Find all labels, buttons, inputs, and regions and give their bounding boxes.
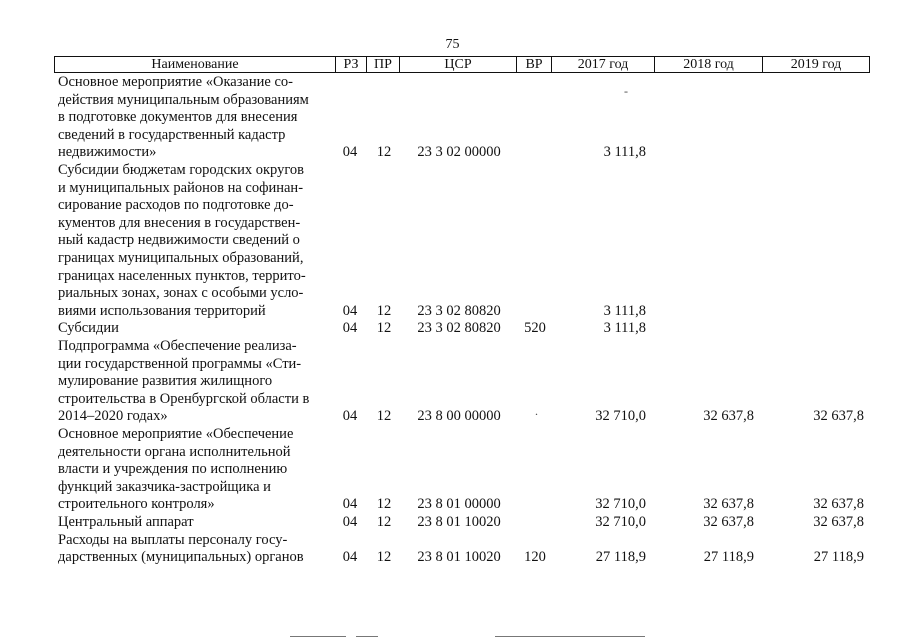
row-name: [58, 426, 330, 514]
table-row: [0, 426, 905, 514]
row-name-line: сирование расходов по подготовке до-: [58, 197, 294, 214]
header-2018: 2018 год: [654, 57, 762, 72]
row-name-line: Расходы на выплаты персоналу госу-: [58, 531, 288, 548]
table-row: [0, 338, 905, 426]
row-pr: 12: [376, 144, 392, 161]
header-2019: 2019 год: [762, 57, 869, 72]
row-2019: 27 118,9: [813, 549, 864, 566]
row-rz: 04: [342, 496, 358, 513]
row-name: [58, 320, 330, 338]
row-vr: 120: [524, 549, 546, 566]
row-csr: 23 8 00 00000: [417, 408, 501, 425]
row-vr: [518, 144, 552, 162]
row-pr: 12: [376, 302, 392, 319]
row-name-line: функций заказчика-застройщика и: [58, 478, 271, 495]
row-2018: 27 118,9: [703, 549, 754, 566]
header-rz: РЗ: [335, 57, 366, 72]
row-name-line: границах населенных пунктов, террито-: [58, 267, 306, 284]
row-name-line: границах муниципальных образований,: [58, 249, 304, 266]
row-csr: 23 8 01 10020: [417, 514, 501, 530]
row-rz: 04: [342, 549, 358, 566]
scan-edge-line: [290, 636, 346, 637]
row-name-line: дарственных (муниципальных) органов: [58, 549, 304, 566]
row-2018: 32 637,8: [703, 514, 754, 530]
row-vr: [518, 514, 552, 532]
page-number: 75: [445, 37, 460, 52]
row-name-line: ции государственной программы «Сти-: [58, 355, 302, 372]
row-name-line: Основное мероприятие «Обеспечение: [58, 426, 294, 442]
scan-speck: .: [535, 404, 538, 418]
table-row: [0, 162, 905, 320]
row-rz: 04: [342, 144, 358, 161]
row-2019: 32 637,8: [813, 408, 864, 425]
row-2019: 32 637,8: [813, 514, 864, 530]
row-name-line: власти и учреждения по исполнению: [58, 461, 288, 478]
row-vr: [518, 496, 552, 514]
row-rz: 04: [342, 320, 358, 337]
row-pr: 12: [376, 549, 392, 566]
header-csr: ЦСР: [399, 57, 516, 72]
row-name-line: сведений в государственный кадастр: [58, 126, 286, 143]
row-name-line: риальных зонах, зонах с особыми усло-: [58, 285, 304, 302]
row-name-line: деятельности органа исполнительной: [58, 443, 291, 460]
row-name-line: строительного контроля»: [58, 496, 215, 513]
row-name-line: виями использования территорий: [58, 302, 266, 319]
row-2019: 32 637,8: [813, 496, 864, 513]
table-row: [0, 320, 905, 338]
row-2017: 32 710,0: [595, 514, 646, 530]
row-2017: 27 118,9: [595, 549, 646, 566]
row-pr: 12: [376, 408, 392, 425]
row-csr: 23 3 02 80820: [417, 302, 501, 319]
row-pr: 12: [376, 496, 392, 513]
row-name-line: Основное мероприятие «Оказание со-: [58, 74, 293, 90]
row-2017: 3 111,8: [603, 302, 646, 319]
row-name: [58, 532, 330, 567]
row-name: [58, 74, 330, 162]
row-name: [58, 514, 330, 532]
row-rz: 04: [342, 514, 358, 530]
row-2018: [660, 303, 754, 321]
row-name-line: в подготовке документов для внесения: [58, 109, 298, 126]
row-name-line: действия муниципальным образованиям: [58, 91, 309, 108]
row-vr: 520: [524, 320, 546, 337]
row-2019: [770, 303, 864, 321]
header-pr: ПР: [366, 57, 399, 72]
scan-edge-line: [495, 636, 645, 637]
row-pr: 12: [376, 514, 392, 530]
row-name-line: мулирование развития жилищного: [58, 373, 273, 390]
scan-edge-line: [356, 636, 378, 637]
table-header: [54, 56, 870, 73]
row-name-line: ный кадастр недвижимости сведений о: [58, 232, 300, 249]
row-name-line: Субсидии бюджетам городских округов: [58, 162, 305, 178]
row-csr: 23 8 01 10020: [417, 549, 501, 566]
row-rz: 04: [342, 408, 358, 425]
row-name-line: кументов для внесения в государствен-: [58, 214, 301, 231]
row-2018: [660, 320, 754, 338]
table-row: [0, 74, 905, 162]
row-pr: 12: [376, 320, 392, 337]
row-csr: 23 3 02 00000: [417, 144, 501, 161]
row-rz: 04: [342, 302, 358, 319]
row-name-line: строительства в Оренбургской области в: [58, 390, 310, 407]
row-vr: [518, 303, 552, 321]
row-2017: 3 111,8: [603, 320, 646, 337]
row-name-line: Подпрограмма «Обеспечение реализа-: [58, 338, 297, 354]
header-name: Наименование: [151, 57, 239, 72]
row-2018: [660, 144, 754, 162]
row-2018: 32 637,8: [703, 496, 754, 513]
row-2019: [770, 144, 864, 162]
row-2017: 32 710,0: [595, 408, 646, 425]
row-csr: 23 8 01 00000: [417, 496, 501, 513]
row-2019: [770, 320, 864, 338]
row-name-line: 2014–2020 годах»: [58, 408, 168, 425]
row-name-line: и муниципальных районов на софинан-: [58, 179, 304, 196]
row-2018: 32 637,8: [703, 408, 754, 425]
table-row: [0, 532, 905, 567]
row-csr: 23 3 02 80820: [417, 320, 501, 337]
header-vr: ВР: [516, 57, 551, 72]
row-name-line: недвижимости»: [58, 144, 157, 161]
table-row: [0, 514, 905, 532]
row-2017: 32 710,0: [595, 496, 646, 513]
header-2017: 2017 год: [551, 57, 654, 72]
scan-speck: -: [624, 84, 628, 98]
row-2017: 3 111,8: [603, 144, 646, 161]
row-name: [58, 162, 330, 320]
row-name-line: Центральный аппарат: [58, 514, 194, 530]
row-name: [58, 338, 330, 426]
row-name-line: Субсидии: [58, 320, 119, 337]
